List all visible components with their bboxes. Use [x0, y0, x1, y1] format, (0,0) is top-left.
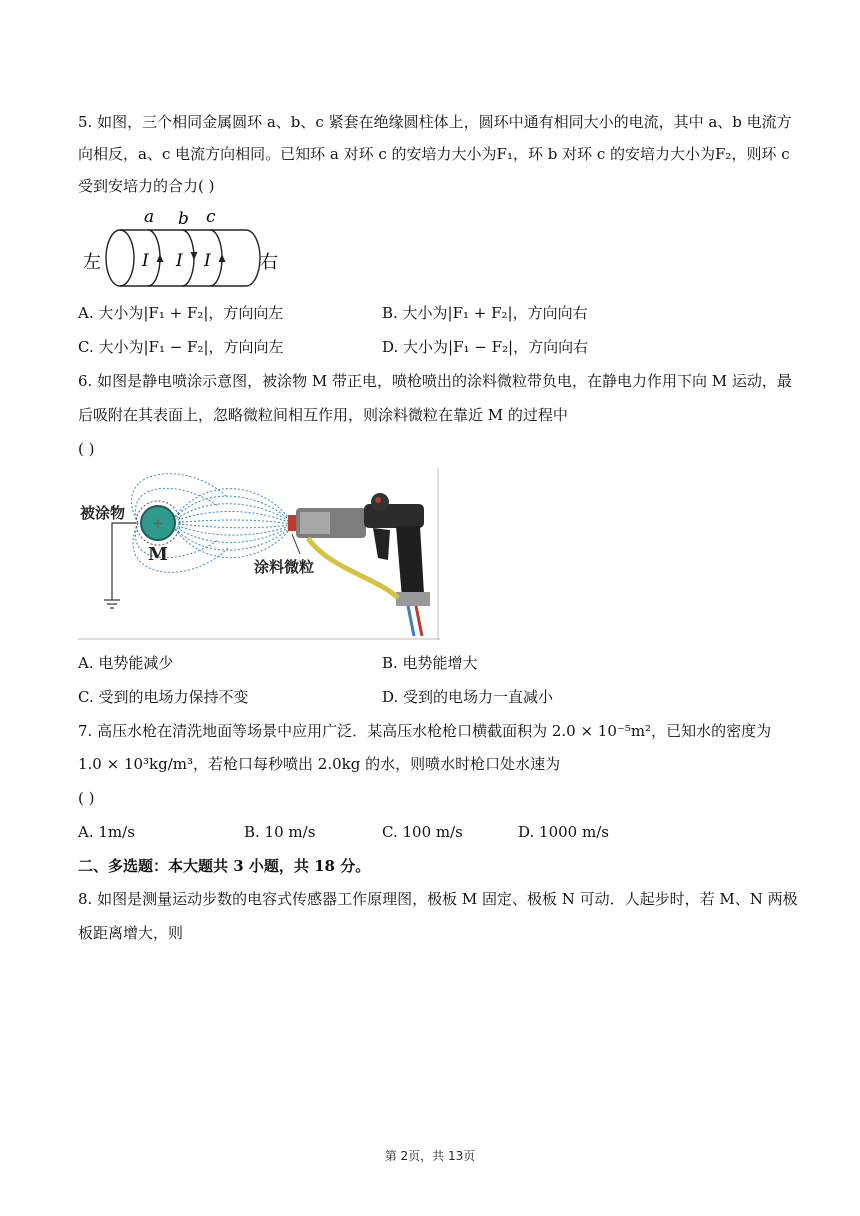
m-label: M [148, 544, 168, 565]
current-label-c: I [204, 251, 211, 271]
q8-line-2: 板距离增大，则 [78, 924, 184, 942]
q8-line-1: 8. 如图是测量运动步数的电容式传感器工作原理图，极板 M 固定、极板 N 可动．人起步时，若 M、N 两极 [78, 890, 798, 908]
particle-label: 涂料微粒 [254, 558, 315, 576]
q6-option-b: B. 电势能增大 [382, 654, 478, 672]
q7-option-b: B. 10 m/s [244, 823, 316, 841]
page-footer: 第 2页，共 13页 [384, 1149, 476, 1163]
q7-line-1: 7. 高压水枪在清洗地面等场景中应用广泛．某高压水枪枪口横截面积为 2.0 × 10⁻⁵m²，已知水的密度为 [78, 722, 772, 740]
cylinder-left-end [106, 230, 134, 286]
q7-option-d: D. 1000 m/s [518, 823, 609, 841]
current-label-b: I [176, 251, 183, 271]
section-title: 二、多选题：本大题共 3 小题，共 18 分。 [78, 857, 371, 875]
ring-a [148, 230, 160, 286]
object-label: 被涂物 [80, 504, 126, 522]
ring-label-b: b [178, 209, 189, 229]
q6-option-d: D. 受到的电场力一直减小 [382, 688, 554, 706]
ring-c [210, 230, 222, 286]
current-arrow-b [191, 252, 198, 260]
q7-line-3: ( ) [78, 789, 95, 807]
q7-option-c: C. 100 m/s [382, 823, 463, 841]
q6-line-2: 后吸附在其表面上，忽略微粒间相互作用，则涂料微粒在靠近 M 的过程中 [78, 406, 568, 424]
q6-spray-figure [78, 468, 440, 642]
ring-label-c: c [206, 207, 216, 227]
q5-option-c: C. 大小为|F₁ − F₂|，方向向左 [78, 338, 284, 356]
q6-option-a: A. 电势能减少 [78, 654, 174, 672]
q5-option-b: B. 大小为|F₁ + F₂|，方向向右 [382, 304, 588, 322]
current-arrow-c [219, 254, 226, 262]
q7-line-2: 1.0 × 10³kg/m³，若枪口每秒喷出 2.0kg 的水，则喷水时枪口处水速为 [78, 755, 561, 773]
current-label-a: I [142, 251, 149, 271]
label-left: 左 [83, 252, 101, 273]
q5-option-d: D. 大小为|F₁ − F₂|，方向向右 [382, 338, 589, 356]
label-right: 右 [260, 252, 278, 273]
q5-ring-figure [78, 206, 288, 290]
q5-line-1: 5. 如图，三个相同金属圆环 a、b、c 紧套在绝缘圆柱体上，圆环中通有相同大小的电流，其中 a、b 电流方 [78, 113, 792, 131]
q5-option-a: A. 大小为|F₁ + F₂|，方向向左 [78, 304, 284, 322]
q7-option-a: A. 1m/s [78, 823, 135, 841]
ring-label-a: a [144, 207, 155, 227]
q6-line-3: ( ) [78, 440, 95, 458]
q5-line-2: 向相反，a、c 电流方向相同。已知环 a 对环 c 的安培力大小为F₁，环 b 对环 c 的安培力大小为F₂，则环 c [78, 145, 790, 163]
q5-line-3: 受到安培力的合力( ) [78, 177, 215, 195]
ring-b [182, 230, 194, 286]
q6-option-c: C. 受到的电场力保持不变 [78, 688, 249, 706]
q6-line-1: 6. 如图是静电喷涂示意图，被涂物 M 带正电，喷枪喷出的涂料微粒带负电，在静电力作用下向 M 运动，最 [78, 372, 792, 390]
plus-sign: + [152, 516, 164, 532]
current-arrow-a [157, 254, 164, 262]
